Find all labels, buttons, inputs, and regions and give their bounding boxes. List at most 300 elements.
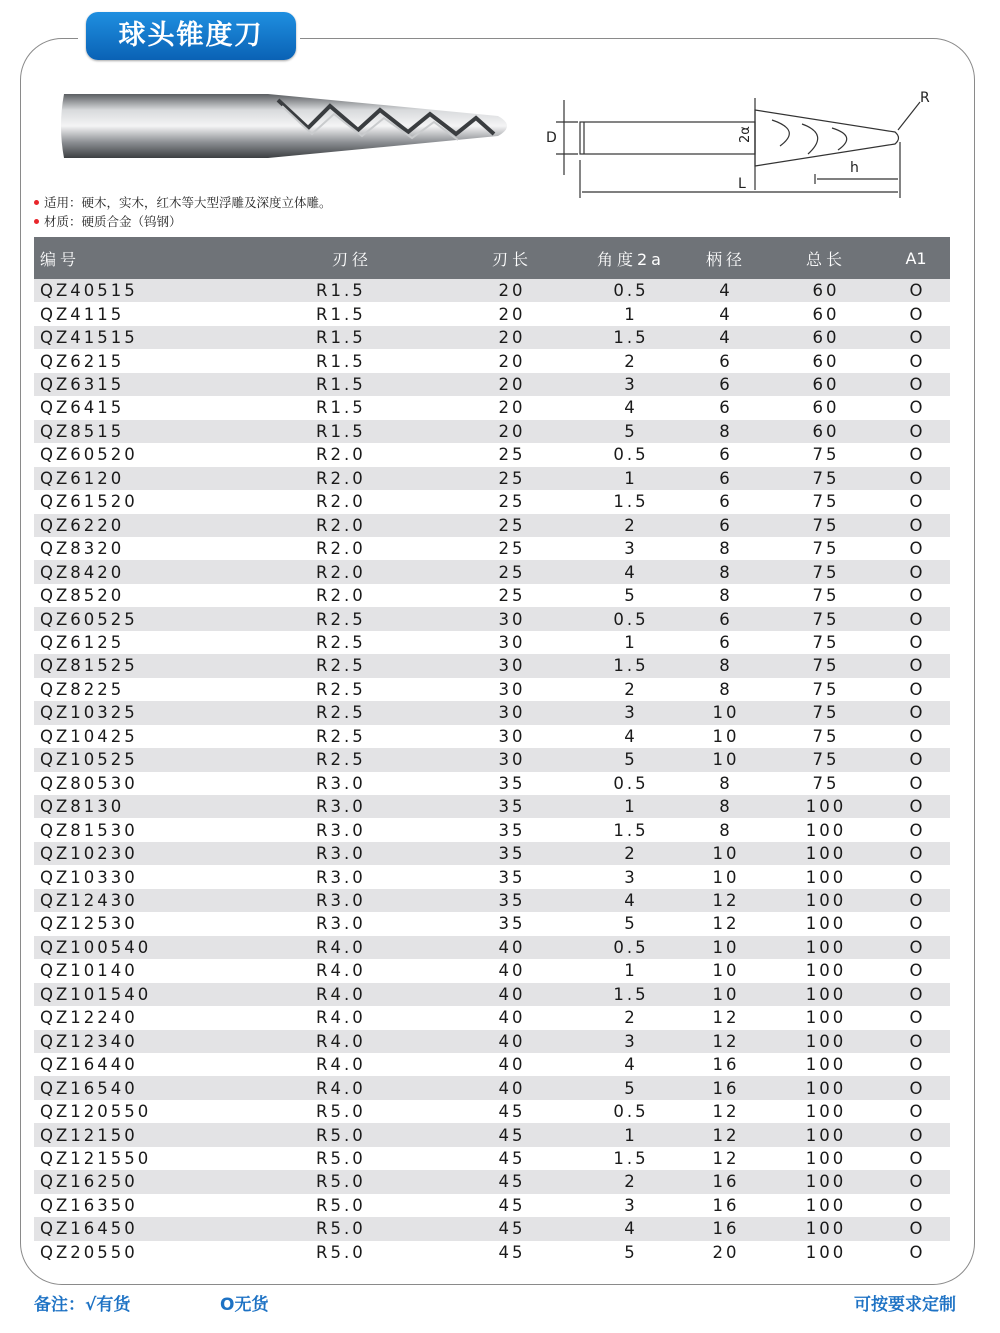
cell-total-length: 75 bbox=[770, 772, 882, 795]
cell-total-length: 100 bbox=[770, 1194, 882, 1217]
cell-total-length: 75 bbox=[770, 748, 882, 771]
cell-edge-length: 25 bbox=[444, 490, 580, 513]
cell-shank: 8 bbox=[682, 678, 770, 701]
cell-edge-length: 25 bbox=[444, 443, 580, 466]
cell-total-length: 75 bbox=[770, 631, 882, 654]
cell-a1: O bbox=[882, 1217, 950, 1240]
cell-shank: 10 bbox=[682, 725, 770, 748]
table-row bbox=[34, 1006, 950, 1029]
cell-angle: 1 bbox=[580, 1123, 682, 1146]
tool-dimension-diagram bbox=[540, 80, 940, 205]
cell-a1: O bbox=[882, 748, 950, 771]
cell-radius: R3.0 bbox=[316, 772, 444, 795]
table-row bbox=[34, 912, 950, 935]
cell-edge-length: 30 bbox=[444, 654, 580, 677]
cell-a1: O bbox=[882, 1076, 950, 1099]
cell-a1: O bbox=[882, 560, 950, 583]
cell-total-length: 100 bbox=[770, 1076, 882, 1099]
cell-shank: 6 bbox=[682, 443, 770, 466]
cell-radius: R1.5 bbox=[316, 302, 444, 325]
cell-shank: 12 bbox=[682, 912, 770, 935]
cell-edge-length: 35 bbox=[444, 772, 580, 795]
cell-code: QZ100540 bbox=[34, 936, 316, 959]
cell-shank: 6 bbox=[682, 467, 770, 490]
cell-total-length: 75 bbox=[770, 490, 882, 513]
note-text: 适用：硬木，实木，红木等大型浮雕及深度立体雕。 bbox=[44, 195, 332, 210]
cell-edge-length: 35 bbox=[444, 818, 580, 841]
cell-radius: R1.5 bbox=[316, 326, 444, 349]
cell-a1: O bbox=[882, 678, 950, 701]
cell-code: QZ41515 bbox=[34, 326, 316, 349]
cell-total-length: 75 bbox=[770, 560, 882, 583]
table-row bbox=[34, 701, 950, 724]
usage-notes bbox=[34, 193, 332, 231]
cell-edge-length: 20 bbox=[444, 302, 580, 325]
page-title: 球头锥度刀 bbox=[86, 12, 296, 60]
cell-total-length: 100 bbox=[770, 1053, 882, 1076]
cell-radius: R3.0 bbox=[316, 889, 444, 912]
cell-code: QZ12530 bbox=[34, 912, 316, 935]
cell-a1: O bbox=[882, 1170, 950, 1193]
cell-edge-length: 20 bbox=[444, 349, 580, 372]
cell-code: QZ10325 bbox=[34, 701, 316, 724]
cell-code: QZ6120 bbox=[34, 467, 316, 490]
cell-shank: 10 bbox=[682, 842, 770, 865]
cell-shank: 6 bbox=[682, 514, 770, 537]
table-row bbox=[34, 443, 950, 466]
table-row bbox=[34, 396, 950, 419]
note-material bbox=[34, 212, 332, 231]
cell-a1: O bbox=[882, 631, 950, 654]
tool-photo bbox=[58, 86, 518, 166]
cell-code: QZ8520 bbox=[34, 584, 316, 607]
cell-shank: 8 bbox=[682, 795, 770, 818]
cell-radius: R2.0 bbox=[316, 560, 444, 583]
diagram-label-h: h bbox=[850, 160, 859, 176]
footer-none-label: O无货 bbox=[220, 1295, 269, 1315]
cell-total-length: 60 bbox=[770, 373, 882, 396]
cell-a1: O bbox=[882, 959, 950, 982]
cell-angle: 0.5 bbox=[580, 443, 682, 466]
cell-code: QZ6415 bbox=[34, 396, 316, 419]
cell-code: QZ10140 bbox=[34, 959, 316, 982]
cell-code: QZ8320 bbox=[34, 537, 316, 560]
cell-shank: 12 bbox=[682, 1030, 770, 1053]
cell-angle: 2 bbox=[580, 514, 682, 537]
cell-total-length: 100 bbox=[770, 1241, 882, 1264]
cell-edge-length: 20 bbox=[444, 279, 580, 302]
table-row bbox=[34, 514, 950, 537]
cell-total-length: 100 bbox=[770, 818, 882, 841]
cell-angle: 4 bbox=[580, 1217, 682, 1240]
cell-code: QZ8420 bbox=[34, 560, 316, 583]
cell-edge-length: 35 bbox=[444, 889, 580, 912]
cell-edge-length: 20 bbox=[444, 373, 580, 396]
cell-shank: 16 bbox=[682, 1194, 770, 1217]
cell-a1: O bbox=[882, 889, 950, 912]
cell-angle: 3 bbox=[580, 701, 682, 724]
cell-total-length: 100 bbox=[770, 959, 882, 982]
cell-a1: O bbox=[882, 373, 950, 396]
cell-edge-length: 45 bbox=[444, 1100, 580, 1123]
cell-a1: O bbox=[882, 983, 950, 1006]
cell-total-length: 100 bbox=[770, 1217, 882, 1240]
cell-total-length: 100 bbox=[770, 1006, 882, 1029]
cell-shank: 12 bbox=[682, 1123, 770, 1146]
cell-edge-length: 20 bbox=[444, 396, 580, 419]
cell-code: QZ16450 bbox=[34, 1217, 316, 1240]
cell-angle: 5 bbox=[580, 748, 682, 771]
cell-angle: 1.5 bbox=[580, 654, 682, 677]
cell-a1: O bbox=[882, 1194, 950, 1217]
cell-total-length: 75 bbox=[770, 678, 882, 701]
table-row bbox=[34, 607, 950, 630]
cell-shank: 16 bbox=[682, 1170, 770, 1193]
cell-shank: 10 bbox=[682, 959, 770, 982]
cell-angle: 5 bbox=[580, 1076, 682, 1099]
cell-total-length: 60 bbox=[770, 349, 882, 372]
cell-a1: O bbox=[882, 490, 950, 513]
cell-radius: R2.5 bbox=[316, 654, 444, 677]
cell-total-length: 100 bbox=[770, 795, 882, 818]
cell-code: QZ10525 bbox=[34, 748, 316, 771]
cell-total-length: 75 bbox=[770, 654, 882, 677]
cell-radius: R2.0 bbox=[316, 443, 444, 466]
cell-a1: O bbox=[882, 1053, 950, 1076]
cell-a1: O bbox=[882, 420, 950, 443]
cell-total-length: 60 bbox=[770, 326, 882, 349]
cell-edge-length: 45 bbox=[444, 1170, 580, 1193]
cell-radius: R2.5 bbox=[316, 725, 444, 748]
cell-shank: 16 bbox=[682, 1076, 770, 1099]
cell-radius: R2.0 bbox=[316, 537, 444, 560]
cell-angle: 1.5 bbox=[580, 326, 682, 349]
cell-a1: O bbox=[882, 701, 950, 724]
cell-code: QZ80530 bbox=[34, 772, 316, 795]
cell-angle: 1 bbox=[580, 302, 682, 325]
cell-angle: 4 bbox=[580, 1053, 682, 1076]
cell-radius: R3.0 bbox=[316, 842, 444, 865]
cell-radius: R4.0 bbox=[316, 959, 444, 982]
cell-code: QZ6215 bbox=[34, 349, 316, 372]
table-row bbox=[34, 1170, 950, 1193]
cell-total-length: 75 bbox=[770, 467, 882, 490]
cell-radius: R3.0 bbox=[316, 818, 444, 841]
cell-angle: 1 bbox=[580, 631, 682, 654]
cell-shank: 10 bbox=[682, 983, 770, 1006]
bullet-icon bbox=[34, 219, 39, 224]
cell-total-length: 60 bbox=[770, 302, 882, 325]
cell-total-length: 75 bbox=[770, 584, 882, 607]
cell-angle: 5 bbox=[580, 1241, 682, 1264]
note-text: 材质：硬质合金（钨钢） bbox=[44, 214, 182, 229]
cell-angle: 4 bbox=[580, 560, 682, 583]
table-row bbox=[34, 631, 950, 654]
cell-radius: R4.0 bbox=[316, 936, 444, 959]
cell-shank: 8 bbox=[682, 560, 770, 583]
cell-shank: 6 bbox=[682, 373, 770, 396]
cell-radius: R5.0 bbox=[316, 1147, 444, 1170]
cell-a1: O bbox=[882, 912, 950, 935]
cell-angle: 0.5 bbox=[580, 279, 682, 302]
cell-a1: O bbox=[882, 514, 950, 537]
table-row bbox=[34, 865, 950, 888]
cell-radius: R2.0 bbox=[316, 467, 444, 490]
cell-angle: 1 bbox=[580, 959, 682, 982]
table-row bbox=[34, 373, 950, 396]
cell-code: QZ6125 bbox=[34, 631, 316, 654]
cell-total-length: 75 bbox=[770, 514, 882, 537]
cell-radius: R5.0 bbox=[316, 1123, 444, 1146]
cell-edge-length: 45 bbox=[444, 1217, 580, 1240]
cell-a1: O bbox=[882, 396, 950, 419]
table-row bbox=[34, 560, 950, 583]
cell-angle: 4 bbox=[580, 889, 682, 912]
cell-angle: 2 bbox=[580, 842, 682, 865]
cell-edge-length: 30 bbox=[444, 725, 580, 748]
cell-radius: R1.5 bbox=[316, 279, 444, 302]
cell-shank: 8 bbox=[682, 772, 770, 795]
cell-code: QZ16540 bbox=[34, 1076, 316, 1099]
cell-total-length: 100 bbox=[770, 1030, 882, 1053]
cell-code: QZ101540 bbox=[34, 983, 316, 1006]
cell-code: QZ81530 bbox=[34, 818, 316, 841]
cell-angle: 0.5 bbox=[580, 1100, 682, 1123]
cell-angle: 2 bbox=[580, 1170, 682, 1193]
cell-shank: 8 bbox=[682, 818, 770, 841]
cell-edge-length: 30 bbox=[444, 678, 580, 701]
cell-total-length: 100 bbox=[770, 936, 882, 959]
cell-code: QZ10330 bbox=[34, 865, 316, 888]
table-row bbox=[34, 467, 950, 490]
cell-a1: O bbox=[882, 795, 950, 818]
table-row bbox=[34, 1217, 950, 1240]
cell-radius: R4.0 bbox=[316, 1006, 444, 1029]
cell-code: QZ12240 bbox=[34, 1006, 316, 1029]
cell-code: QZ16440 bbox=[34, 1053, 316, 1076]
cell-edge-length: 40 bbox=[444, 936, 580, 959]
cell-edge-length: 25 bbox=[444, 514, 580, 537]
table-row bbox=[34, 1030, 950, 1053]
cell-angle: 3 bbox=[580, 865, 682, 888]
cell-code: QZ16250 bbox=[34, 1170, 316, 1193]
cell-code: QZ8515 bbox=[34, 420, 316, 443]
cell-code: QZ40515 bbox=[34, 279, 316, 302]
cell-edge-length: 20 bbox=[444, 326, 580, 349]
table-row bbox=[34, 420, 950, 443]
header-code: 编号 bbox=[34, 237, 316, 279]
cell-angle: 5 bbox=[580, 912, 682, 935]
cell-radius: R2.5 bbox=[316, 631, 444, 654]
header-radius: 刃径 bbox=[316, 237, 444, 279]
cell-shank: 6 bbox=[682, 631, 770, 654]
cell-shank: 10 bbox=[682, 936, 770, 959]
header-a1: A1 bbox=[882, 237, 950, 279]
cell-angle: 1 bbox=[580, 467, 682, 490]
table-row bbox=[34, 1053, 950, 1076]
cell-edge-length: 45 bbox=[444, 1147, 580, 1170]
cell-radius: R2.0 bbox=[316, 584, 444, 607]
cell-total-length: 100 bbox=[770, 912, 882, 935]
cell-total-length: 60 bbox=[770, 396, 882, 419]
cell-a1: O bbox=[882, 772, 950, 795]
cell-total-length: 100 bbox=[770, 1147, 882, 1170]
cell-a1: O bbox=[882, 1100, 950, 1123]
cell-a1: O bbox=[882, 302, 950, 325]
cell-shank: 10 bbox=[682, 748, 770, 771]
cell-a1: O bbox=[882, 1123, 950, 1146]
cell-edge-length: 30 bbox=[444, 701, 580, 724]
cell-edge-length: 25 bbox=[444, 537, 580, 560]
cell-radius: R3.0 bbox=[316, 865, 444, 888]
cell-a1: O bbox=[882, 725, 950, 748]
cell-total-length: 100 bbox=[770, 983, 882, 1006]
header-angle: 角度2a bbox=[580, 237, 682, 279]
cell-angle: 5 bbox=[580, 584, 682, 607]
cell-total-length: 100 bbox=[770, 889, 882, 912]
cell-edge-length: 30 bbox=[444, 631, 580, 654]
cell-a1: O bbox=[882, 842, 950, 865]
cell-angle: 0.5 bbox=[580, 772, 682, 795]
cell-radius: R4.0 bbox=[316, 1053, 444, 1076]
table-row bbox=[34, 842, 950, 865]
cell-edge-length: 45 bbox=[444, 1123, 580, 1146]
cell-a1: O bbox=[882, 279, 950, 302]
cell-shank: 4 bbox=[682, 279, 770, 302]
cell-shank: 20 bbox=[682, 1241, 770, 1264]
cell-edge-length: 40 bbox=[444, 1076, 580, 1099]
diagram-label-angle: 2α bbox=[738, 126, 753, 143]
cell-radius: R4.0 bbox=[316, 1030, 444, 1053]
table-row bbox=[34, 279, 950, 302]
cell-radius: R2.5 bbox=[316, 748, 444, 771]
cell-a1: O bbox=[882, 1147, 950, 1170]
cell-shank: 4 bbox=[682, 302, 770, 325]
cell-shank: 16 bbox=[682, 1053, 770, 1076]
cell-shank: 8 bbox=[682, 537, 770, 560]
cell-edge-length: 25 bbox=[444, 584, 580, 607]
cell-code: QZ8225 bbox=[34, 678, 316, 701]
cell-radius: R1.5 bbox=[316, 420, 444, 443]
cell-angle: 3 bbox=[580, 537, 682, 560]
cell-total-length: 100 bbox=[770, 1123, 882, 1146]
cell-a1: O bbox=[882, 818, 950, 841]
cell-angle: 5 bbox=[580, 420, 682, 443]
cell-angle: 1 bbox=[580, 795, 682, 818]
table-row bbox=[34, 1123, 950, 1146]
cell-shank: 12 bbox=[682, 1006, 770, 1029]
cell-edge-length: 40 bbox=[444, 959, 580, 982]
cell-shank: 6 bbox=[682, 607, 770, 630]
footer-legend: 备注：√有货 bbox=[34, 1295, 131, 1315]
cell-total-length: 75 bbox=[770, 701, 882, 724]
cell-a1: O bbox=[882, 1030, 950, 1053]
table-row bbox=[34, 1076, 950, 1099]
cell-radius: R3.0 bbox=[316, 795, 444, 818]
cell-total-length: 75 bbox=[770, 607, 882, 630]
cell-radius: R2.0 bbox=[316, 514, 444, 537]
cell-edge-length: 35 bbox=[444, 842, 580, 865]
cell-edge-length: 25 bbox=[444, 560, 580, 583]
cell-total-length: 100 bbox=[770, 842, 882, 865]
cell-a1: O bbox=[882, 1241, 950, 1264]
cell-code: QZ121550 bbox=[34, 1147, 316, 1170]
cell-radius: R5.0 bbox=[316, 1241, 444, 1264]
cell-edge-length: 40 bbox=[444, 1006, 580, 1029]
cell-edge-length: 30 bbox=[444, 748, 580, 771]
cell-shank: 10 bbox=[682, 701, 770, 724]
cell-edge-length: 45 bbox=[444, 1194, 580, 1217]
cell-total-length: 100 bbox=[770, 865, 882, 888]
cell-edge-length: 35 bbox=[444, 865, 580, 888]
cell-shank: 8 bbox=[682, 420, 770, 443]
table-row bbox=[34, 584, 950, 607]
cell-total-length: 75 bbox=[770, 537, 882, 560]
cell-code: QZ12430 bbox=[34, 889, 316, 912]
table-row bbox=[34, 936, 950, 959]
cell-shank: 8 bbox=[682, 584, 770, 607]
cell-code: QZ10425 bbox=[34, 725, 316, 748]
cell-code: QZ61520 bbox=[34, 490, 316, 513]
cell-angle: 0.5 bbox=[580, 607, 682, 630]
cell-code: QZ6315 bbox=[34, 373, 316, 396]
note-application bbox=[34, 193, 332, 212]
cell-radius: R1.5 bbox=[316, 396, 444, 419]
cell-angle: 3 bbox=[580, 1194, 682, 1217]
cell-angle: 2 bbox=[580, 349, 682, 372]
cell-code: QZ60525 bbox=[34, 607, 316, 630]
cell-a1: O bbox=[882, 936, 950, 959]
cell-angle: 1.5 bbox=[580, 983, 682, 1006]
cell-shank: 12 bbox=[682, 1147, 770, 1170]
cell-a1: O bbox=[882, 349, 950, 372]
header-total-length: 总长 bbox=[770, 237, 882, 279]
cell-total-length: 60 bbox=[770, 420, 882, 443]
cell-a1: O bbox=[882, 584, 950, 607]
cell-edge-length: 35 bbox=[444, 795, 580, 818]
cell-a1: O bbox=[882, 326, 950, 349]
cell-a1: O bbox=[882, 654, 950, 677]
diagram-label-l: L bbox=[738, 176, 746, 192]
cell-total-length: 100 bbox=[770, 1100, 882, 1123]
header-edge-length: 刃长 bbox=[444, 237, 580, 279]
cell-radius: R3.0 bbox=[316, 912, 444, 935]
cell-shank: 12 bbox=[682, 889, 770, 912]
cell-angle: 1.5 bbox=[580, 1147, 682, 1170]
cell-a1: O bbox=[882, 1006, 950, 1029]
table-header-row bbox=[34, 237, 950, 279]
cell-radius: R4.0 bbox=[316, 983, 444, 1006]
cell-code: QZ4115 bbox=[34, 302, 316, 325]
cell-radius: R4.0 bbox=[316, 1076, 444, 1099]
table-row bbox=[34, 983, 950, 1006]
cell-radius: R2.5 bbox=[316, 678, 444, 701]
cell-shank: 8 bbox=[682, 654, 770, 677]
cell-edge-length: 40 bbox=[444, 1030, 580, 1053]
cell-angle: 1.5 bbox=[580, 490, 682, 513]
cell-angle: 2 bbox=[580, 1006, 682, 1029]
cell-radius: R5.0 bbox=[316, 1217, 444, 1240]
header-shank: 柄径 bbox=[682, 237, 770, 279]
cell-radius: R2.5 bbox=[316, 607, 444, 630]
cell-shank: 6 bbox=[682, 490, 770, 513]
diagram-label-d: D bbox=[546, 130, 557, 146]
cell-code: QZ12340 bbox=[34, 1030, 316, 1053]
cell-shank: 16 bbox=[682, 1217, 770, 1240]
cell-shank: 4 bbox=[682, 326, 770, 349]
table-row bbox=[34, 654, 950, 677]
cell-shank: 6 bbox=[682, 349, 770, 372]
